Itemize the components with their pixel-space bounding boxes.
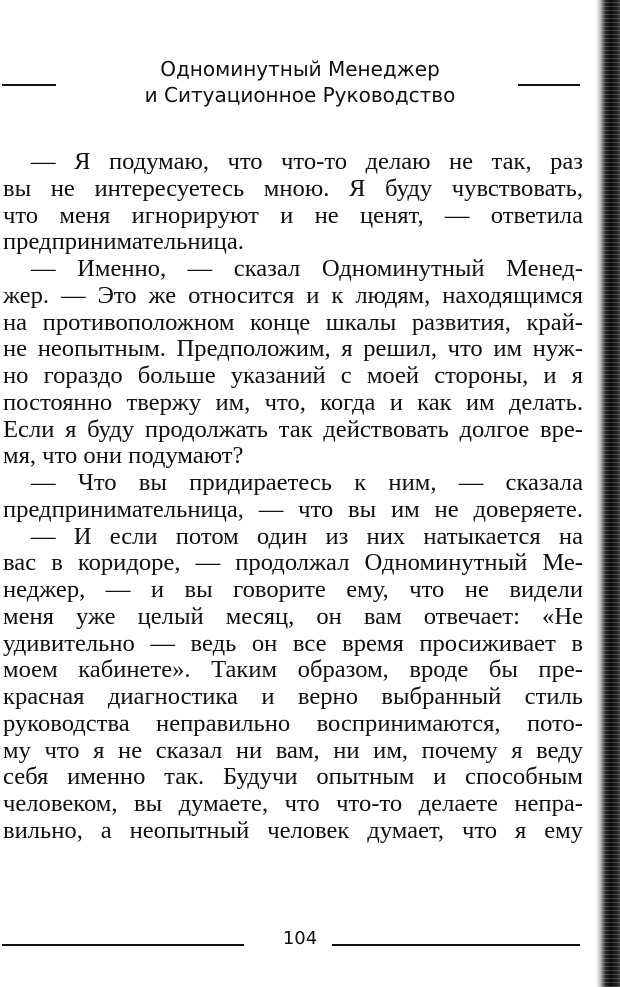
text-line: руководства неправильно воспринимаются, пото- (3, 710, 583, 737)
text-line: но гораздо больше указаний с моей стороны, и я (3, 363, 583, 389)
text-line: мя, что они подумают? (3, 443, 244, 470)
text-line: моем кабинете». Таким образом, вроде бы пре- (3, 657, 583, 684)
text-line: меня уже целый месяц, он вам отвечает: «Не (3, 603, 583, 630)
header-rule-left (2, 84, 56, 86)
text-line: жер. — Это же относится и к людям, находящимся (3, 282, 583, 309)
text-line: на противоположном конце шкалы развития, край- (3, 309, 583, 336)
text-line: Если я буду продолжать так действовать долгое вре- (3, 416, 583, 443)
text-line: не неопытным. Предположим, я решил, что им нуж- (3, 336, 583, 363)
body-text (3, 149, 583, 845)
text-line: красная диагностика и верно выбранный стиль (3, 684, 583, 710)
page-binding-edge (596, 0, 620, 987)
text-line: — Что вы придираетесь к ним, — сказала (31, 470, 583, 496)
text-line: удивительно — ведь он все время просиживает в (3, 630, 583, 657)
text-line: предпринимательница. (3, 229, 244, 256)
text-line: вильно, а неопытный человек думает, что я ему (3, 817, 583, 844)
page-number: 104 (282, 928, 318, 949)
text-line: себя именно так. Будучи опытным и способным (3, 764, 583, 791)
running-head-line-2: и Ситуационное Руководство (144, 83, 456, 107)
running-head-line-1: Одноминутный Менеджер (160, 57, 440, 81)
text-line: неджер, — и вы говорите ему, что не видели (3, 577, 583, 603)
text-line: предпринимательница, — что вы им не доверяете. (3, 496, 583, 523)
text-line: — Я подумаю, что что-то делаю не так, раз (31, 149, 583, 175)
text-line: му что я не сказал ни вам, ни им, почему я веду (3, 737, 583, 764)
footer-rule-left (2, 944, 244, 946)
text-line: постоянно твержу им, что, когда и как им делать. (3, 389, 583, 416)
text-line: вы не интересуетесь мною. Я буду чувствовать, (3, 175, 583, 202)
text-line: — И если потом один из них натыкается на (31, 523, 583, 550)
text-line: что меня игнорируют и не ценят, — ответила (3, 202, 583, 229)
text-line: — Именно, — сказал Одноминутный Менед- (31, 256, 583, 282)
text-line: человеком, вы думаете, что что-то делаете непра- (3, 791, 583, 817)
footer-rule-right (332, 944, 580, 946)
text-line: вас в коридоре, — продолжал Одноминутный Ме- (3, 550, 583, 577)
running-head (100, 56, 500, 108)
header-rule-right (518, 84, 580, 86)
